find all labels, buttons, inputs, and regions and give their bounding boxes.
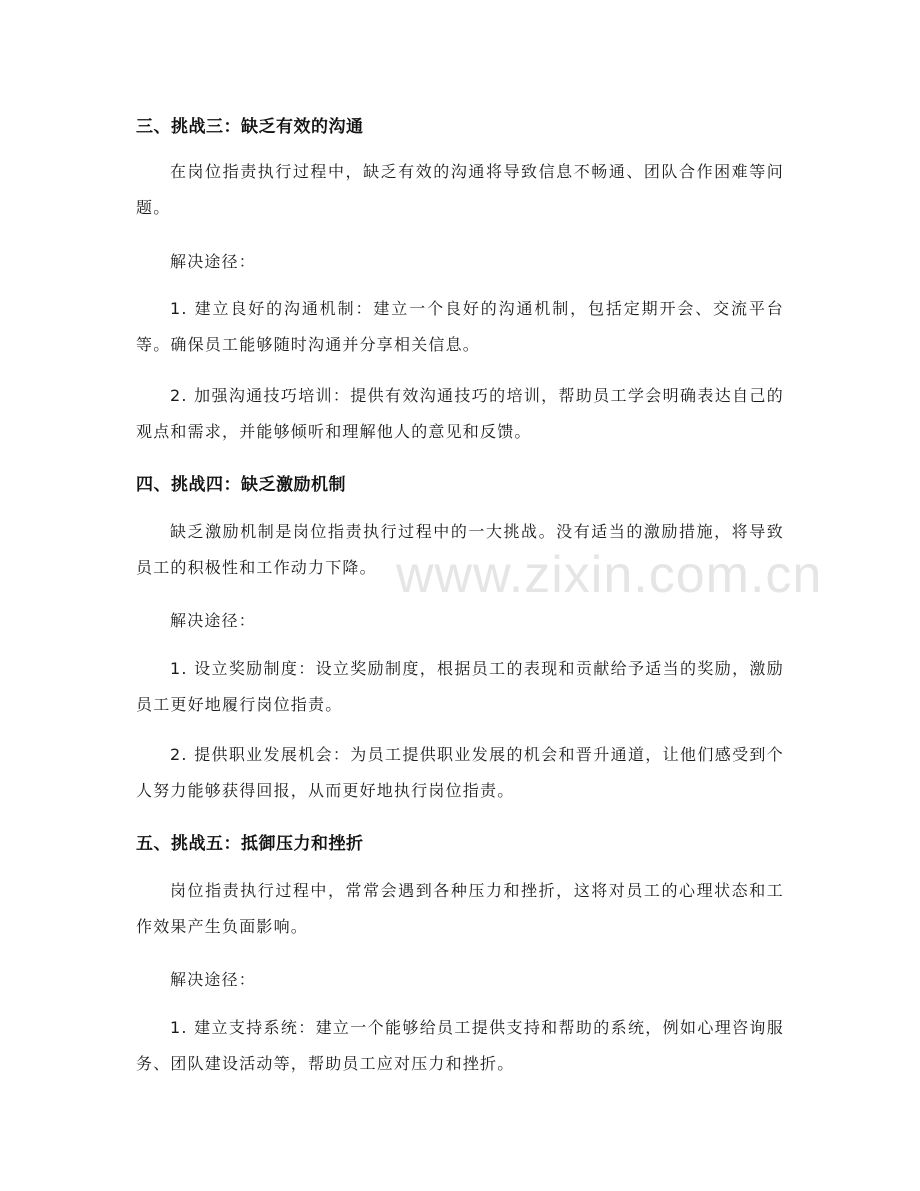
section-4-intro: 缺乏激励机制是岗位指责执行过程中的一大挑战。没有适当的激励措施，将导致员工的积极性和工作动力下降。 bbox=[136, 522, 784, 577]
section-3-item-1: 1. 建立良好的沟通机制：建立一个良好的沟通机制，包括定期开会、交流平台等。确保员工能够随时沟通并分享相关信息。 bbox=[136, 299, 784, 354]
section-3-solutions-label: 解决途径： bbox=[170, 252, 257, 271]
section-5-solutions-label: 解决途径： bbox=[170, 970, 257, 989]
section-5-item-1: 1. 建立支持系统：建立一个能够给员工提供支持和帮助的系统，例如心理咨询服务、团队建设活动等，帮助员工应对压力和挫折。 bbox=[136, 1018, 784, 1073]
section-5-heading: 五、挑战五：抵御压力和挫折 bbox=[136, 834, 364, 854]
section-3-item-2: 2. 加强沟通技巧培训：提供有效沟通技巧的培训，帮助员工学会明确表达自己的观点和需求，并能够倾听和理解他人的意见和反馈。 bbox=[136, 386, 784, 441]
section-4-item-1: 1. 设立奖励制度：设立奖励制度，根据员工的表现和贡献给予适当的奖励，激励员工更好地履行岗位指责。 bbox=[136, 659, 784, 714]
section-4-solutions-label: 解决途径： bbox=[170, 611, 257, 630]
watermark-text: www.zixin.com.cn bbox=[396, 546, 823, 604]
section-3-intro: 在岗位指责执行过程中，缺乏有效的沟通将导致信息不畅通、团队合作困难等问题。 bbox=[136, 162, 784, 217]
section-4-heading: 四、挑战四：缺乏激励机制 bbox=[136, 475, 346, 495]
section-4-item-2: 2. 提供职业发展机会：为员工提供职业发展的机会和晋升通道，让他们感受到个人努力能够获得回报，从而更好地执行岗位指责。 bbox=[136, 745, 784, 800]
section-3-heading: 三、挑战三：缺乏有效的沟通 bbox=[136, 117, 364, 137]
section-5-intro: 岗位指责执行过程中，常常会遇到各种压力和挫折，这将对员工的心理状态和工作效果产生负面影响。 bbox=[136, 881, 784, 936]
